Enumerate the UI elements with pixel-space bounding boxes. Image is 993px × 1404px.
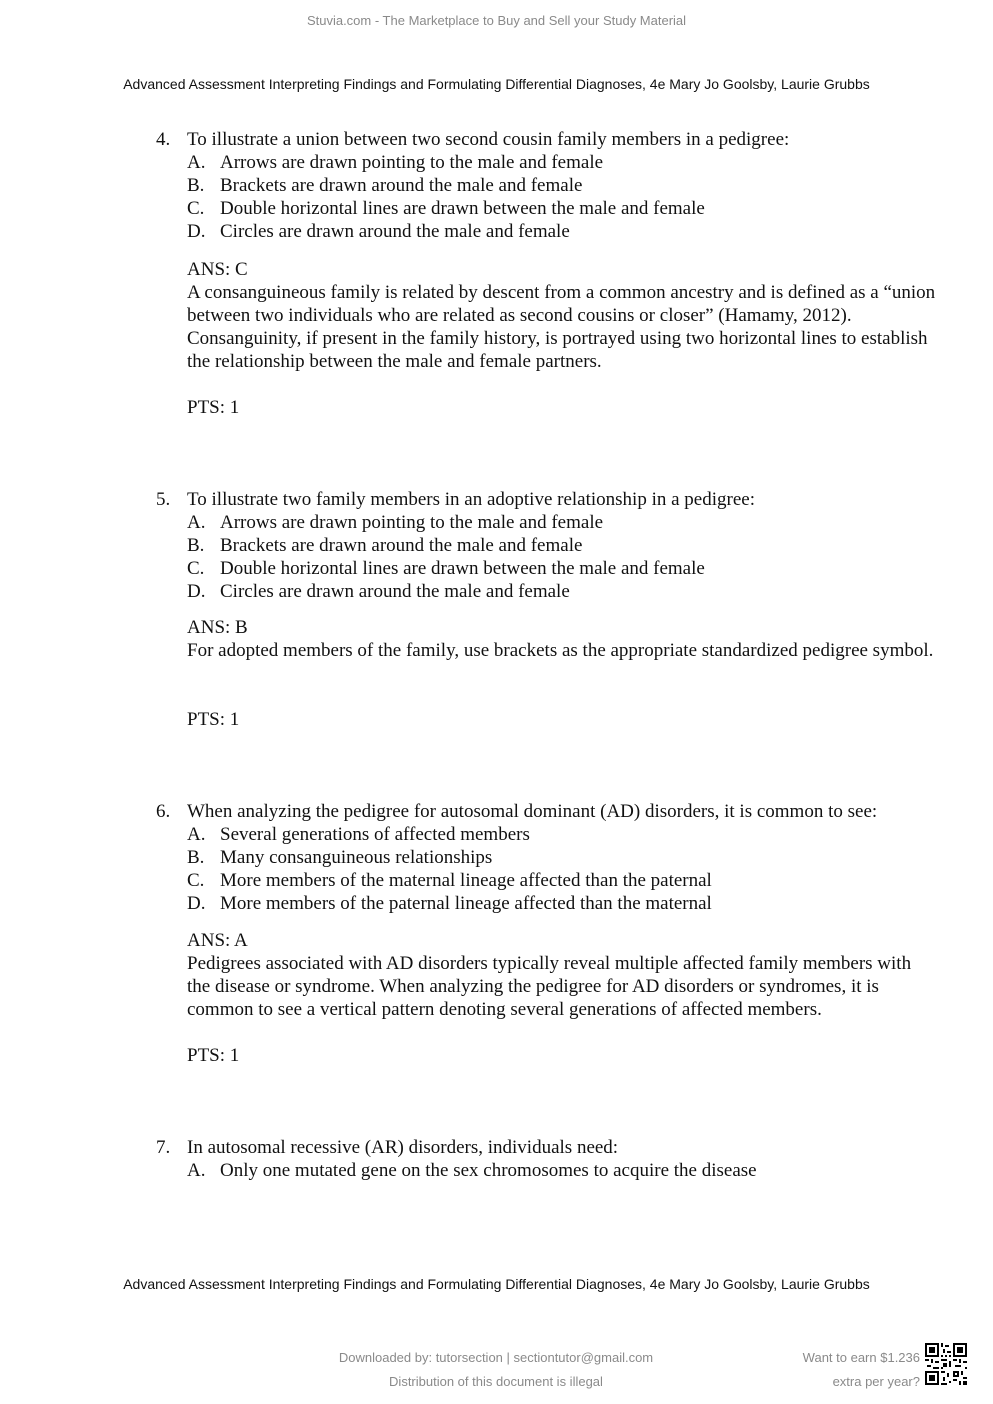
option-letter: D.: [187, 893, 206, 914]
options-list: [187, 1159, 757, 1182]
option-letter: C.: [187, 870, 205, 891]
option-letter: B.: [187, 175, 205, 196]
option-b: [187, 174, 705, 197]
question-text: In autosomal recessive (AR) disorders, individuals need:: [187, 1137, 619, 1158]
points: PTS: 1: [187, 397, 240, 418]
points: PTS: 1: [187, 1045, 240, 1066]
option-text: Circles are drawn around the male and female: [220, 581, 570, 602]
question-stem: [156, 488, 755, 511]
option-letter: A.: [187, 152, 206, 173]
option-a: [187, 151, 705, 174]
options-list: [187, 823, 712, 915]
option-a: [187, 823, 712, 846]
option-text: More members of the maternal lineage affected than the paternal: [220, 870, 712, 891]
promo-line-1: Want to earn $1.236: [802, 1350, 920, 1365]
stuvia-banner: Stuvia.com - The Marketplace to Buy and Sell your Study Material: [306, 13, 687, 28]
option-d: [187, 580, 705, 603]
option-letter: C.: [187, 558, 205, 579]
option-c: [187, 869, 712, 892]
option-text: Several generations of affected members: [220, 824, 530, 845]
option-text: Only one mutated gene on the sex chromosomes to acquire the disease: [220, 1160, 757, 1181]
answer-key: ANS: C: [187, 259, 248, 280]
answer-explanation: Pedigrees associated with AD disorders typically reveal multiple affected family members with the disease or syndrome. When analyzing the pedigree for AD disorders or syndromes, it is common to see a vertical pattern denoting several generations of affected members.: [187, 953, 912, 1020]
question-number: 4.: [156, 129, 171, 150]
option-c: [187, 557, 705, 580]
option-text: Arrows are drawn pointing to the male and female: [220, 512, 604, 533]
option-letter: A.: [187, 1160, 206, 1181]
option-letter: D.: [187, 221, 206, 242]
download-info: [296, 1346, 696, 1394]
option-text: Circles are drawn around the male and female: [220, 221, 570, 242]
question-number: 7.: [156, 1137, 171, 1158]
option-letter: B.: [187, 535, 205, 556]
option-text: Double horizontal lines are drawn between the male and female: [220, 198, 705, 219]
points: PTS: 1: [187, 709, 240, 730]
earn-promo-link[interactable]: [720, 1346, 920, 1394]
answer-explanation: For adopted members of the family, use brackets as the appropriate standardized pedigree symbol.: [187, 640, 934, 661]
downloaded-by-text: Downloaded by: tutorsection | sectiontutor@gmail.com: [338, 1350, 654, 1365]
answer-key: ANS: A: [187, 930, 248, 951]
option-b: [187, 534, 705, 557]
question-number: 5.: [156, 489, 171, 510]
question-stem: [156, 128, 789, 151]
option-text: Many consanguineous relationships: [220, 847, 493, 868]
option-a: [187, 1159, 757, 1182]
option-letter: B.: [187, 847, 205, 868]
answer-key: ANS: B: [187, 617, 248, 638]
option-text: Double horizontal lines are drawn between the male and female: [220, 558, 705, 579]
document-header: Advanced Assessment Interpreting Findings and Formulating Differential Diagnoses, 4e Mary Jo Goolsby, Laurie Grubbs: [123, 76, 870, 92]
document-footer: Advanced Assessment Interpreting Findings and Formulating Differential Diagnoses, 4e Mary Jo Goolsby, Laurie Grubbs: [123, 1276, 870, 1292]
question-stem: [156, 1136, 618, 1159]
distribution-notice: Distribution of this document is illegal: [389, 1374, 603, 1389]
option-d: [187, 892, 712, 915]
question-stem: [156, 800, 877, 823]
option-c: [187, 197, 705, 220]
options-list: [187, 511, 705, 603]
question-text: When analyzing the pedigree for autosomal dominant (AD) disorders, it is common to see:: [187, 801, 878, 822]
option-b: [187, 846, 712, 869]
option-text: Brackets are drawn around the male and female: [220, 175, 583, 196]
option-text: More members of the paternal lineage affected than the maternal: [220, 893, 712, 914]
options-list: [187, 151, 705, 243]
option-letter: C.: [187, 198, 205, 219]
qr-code-icon[interactable]: [925, 1343, 967, 1385]
option-d: [187, 220, 705, 243]
option-a: [187, 511, 705, 534]
question-number: 6.: [156, 801, 171, 822]
option-text: Arrows are drawn pointing to the male and female: [220, 152, 604, 173]
option-text: Brackets are drawn around the male and female: [220, 535, 583, 556]
option-letter: A.: [187, 824, 206, 845]
option-letter: A.: [187, 512, 206, 533]
promo-line-2: extra per year?: [832, 1374, 920, 1389]
question-text: To illustrate a union between two second cousin family members in a pedigree:: [187, 129, 790, 150]
question-text: To illustrate two family members in an adoptive relationship in a pedigree:: [187, 489, 755, 510]
option-letter: D.: [187, 581, 206, 602]
answer-explanation: A consanguineous family is related by descent from a common ancestry and is defined as a “union between two individuals who are related as second cousins or closer” (Hamamy, 2012). Consanguinity, if present in the family history, is portrayed using two horizontal lines to establish the relationship between the male and female partners.: [187, 282, 936, 372]
